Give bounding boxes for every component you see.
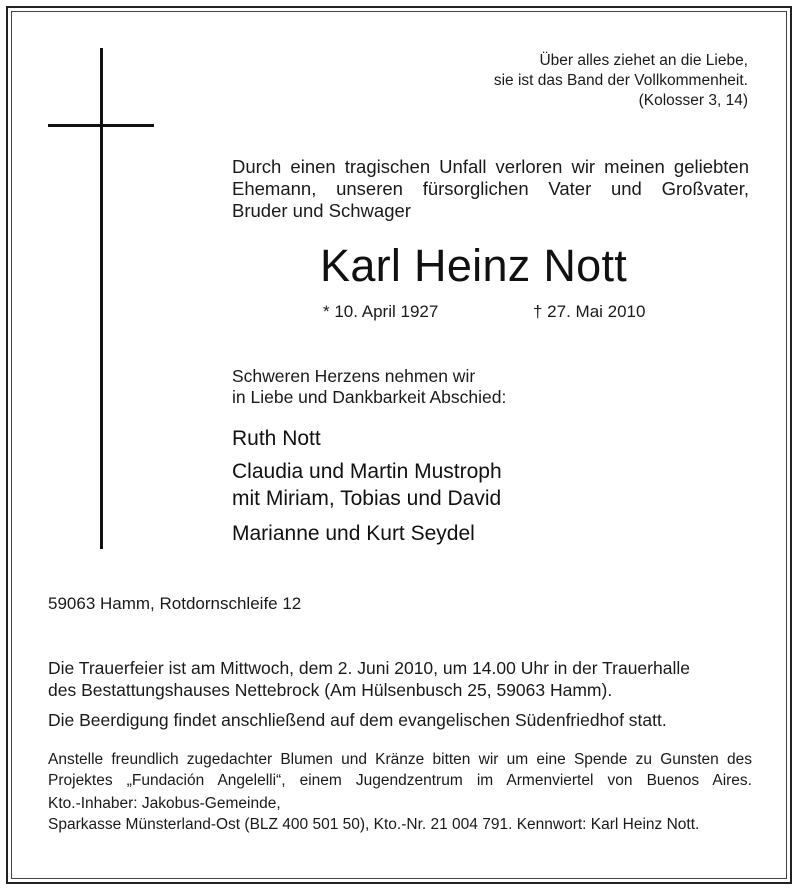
- donation-line-4: Sparkasse Münsterland-Ost (BLZ 400 501 50), Kto.-Nr. 21 004 791. Kennwort: Karl Heinz Nott.: [48, 815, 700, 833]
- family-address: 59063 Hamm, Rotdornschleife 12: [48, 594, 302, 613]
- deceased-name: Karl Heinz Nott: [320, 240, 628, 291]
- donation-line-1: Anstelle freundlich zugedachter Blumen und Kränze bitten wir um eine Spende zu Gunsten des: [48, 751, 752, 768]
- intro-line-3: Bruder und Schwager: [232, 200, 411, 221]
- farewell-text: [232, 366, 506, 408]
- verse-line-1: Über alles ziehet an die Liebe,: [539, 52, 748, 69]
- farewell-line-2: in Liebe und Dankbarkeit Abschied:: [232, 387, 507, 407]
- donation-line-3: Kto.-Inhaber: Jakobus-Gemeinde,: [48, 795, 281, 812]
- farewell-line-1: Schweren Herzens nehmen wir: [232, 366, 476, 386]
- mourner-name: Ruth Nott: [232, 427, 321, 450]
- mourner-name: Marianne und Kurt Seydel: [232, 522, 475, 545]
- intro-line-1: Durch einen tragischen Unfall verloren wir meinen geliebten: [232, 156, 749, 177]
- intro-line-2: Ehemann, unseren fürsorglichen Vater und Großvater,: [232, 178, 749, 199]
- bible-verse: [494, 51, 748, 111]
- service-line-2: des Bestattungshauses Nettebrock (Am Hülsenbusch 25, 59063 Hamm).: [48, 680, 613, 700]
- burial-text: Die Beerdigung findet anschließend auf dem evangelischen Südenfriedhof statt.: [48, 710, 667, 730]
- verse-reference: (Kolosser 3, 14): [638, 92, 748, 109]
- birth-date: * 10. April 1927: [323, 302, 439, 321]
- intro-text: [232, 156, 749, 222]
- death-date: † 27. Mai 2010: [533, 302, 646, 321]
- funeral-service-text: [48, 657, 752, 701]
- mourner-name: mit Miriam, Tobias und David: [232, 487, 502, 510]
- cross-horizontal-bar: [48, 124, 154, 127]
- mourner-name: Claudia und Martin Mustroph: [232, 460, 502, 483]
- inner-border: [11, 11, 787, 879]
- donation-text: [48, 750, 752, 835]
- service-line-1: Die Trauerfeier ist am Mittwoch, dem 2. Juni 2010, um 14.00 Uhr in der Trauerhalle: [48, 658, 690, 678]
- verse-line-2: sie ist das Band der Vollkommenheit.: [493, 72, 748, 89]
- donation-line-2: Projektes „Fundación Angelelli“, einem Jugendzentrum im Armenviertel von Buenos Aires.: [48, 771, 752, 789]
